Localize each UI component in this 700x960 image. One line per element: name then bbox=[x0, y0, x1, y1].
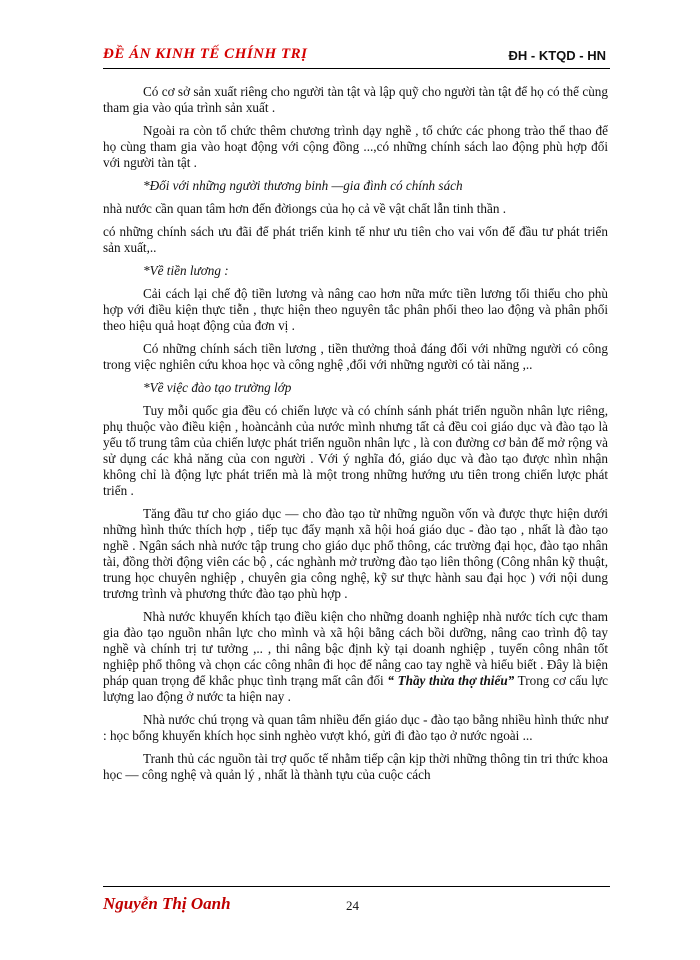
paragraph: Tuy mỗi quốc gia đều có chiến lược và có chính sánh phát triển nguồn nhân lực riêng, phụ thuộc vào điều kiện , hoàncảnh của nước mình nhưng tất cả đều coi giáo dục và đào tạo là yếu tố trung tâm của chiến lược phát triển nguồn nhân lực , là con đường cơ bản để mở rộng và sử dụng các khả năng của con người . Với ý nghĩa đó, giáo dục và đào tạo được nhìn nhận không chỉ là động lực phát triển mà là một trong những hướng ưu tiên trong chiến lược phát triển . bbox=[103, 403, 608, 498]
section-heading: *Đối với những người thương binh —gia đình có chính sách bbox=[143, 178, 463, 193]
section-heading: *Về việc đào tạo trường lớp bbox=[143, 380, 292, 395]
paragraph: Có cơ sở sản xuất riêng cho người tàn tật và lập quỹ cho người tàn tật để họ có thể cùng tham gia vào qúa trình sản xuất . bbox=[103, 84, 608, 115]
section-heading: *Về tiền lương : bbox=[143, 263, 229, 278]
page-body bbox=[103, 84, 608, 790]
paragraph: Cải cách lại chế độ tiền lương và nâng cao hơn nữa mức tiền lương tối thiểu cho phù hợp với điều kiện thực tiễn , thực hiện theo nguyên tắc phân phối theo lao động và phân phối theo hiệu quả hoạt động của đơn vị . bbox=[103, 286, 608, 333]
author-name: Nguyễn Thị Oanh bbox=[103, 894, 231, 913]
report-title: ĐỀ ÁN KINH TẾ CHÍNH TRỊ bbox=[103, 46, 308, 62]
paragraph-text: Nhà nước khuyến khích tạo điều kiện cho những doanh nghiệp nhà nước tích cực tham gia đào tạo nguồn nhân lực cho mình và xã hội bằng cách bồi dưỡng, nâng cao trình độ tay nghề và chính trị tư tưởng ,.. , thi nâng bậc định kỳ tại doanh nghiệp , tuyển công nhân tốt nghiệp phổ thông và chọn các công nhân đi học để nâng cao tay nghề và hiểu biết . Đây là biện pháp quan trọng để khắc phục tình trạng mất cân đối bbox=[103, 609, 608, 688]
paragraph: Ngoài ra còn tổ chức thêm chương trình dạy nghề , tổ chức các phong trào thể thao để họ cùng tham gia vào hoạt động với cộng đồng ...,có những chính sách lao động phù hợp đối với người tàn tật . bbox=[103, 123, 608, 170]
paragraph: Tăng đầu tư cho giáo dục — cho đào tạo từ những nguồn vốn và được thực hiện dưới những hình thức thích hợp , tiếp tục đẩy mạnh xã hội hoá giáo dục - đào tạo , nhất là đào tạo nghề . Ngân sách nhà nước tập trung cho giáo dục phổ thông, các trường đại học, đào tạo nhân tài, đồng thời động viên các bộ , các nghành mở trường đào tạo liên thông (Công nhân kỹ thuật, trung học chuyên nghiệp , chuyên gia công nghệ, kỹ sư thực hành sau đại học ) với nội dung trương trình và phương thức đào tạo phù hợp . bbox=[103, 506, 608, 601]
page-header bbox=[103, 44, 608, 68]
paragraph-text: Trong cơ cấu lực lượng lao động ở nước ta hiện nay . bbox=[103, 673, 609, 704]
paragraph: Có những chính sách tiền lương , tiền thưởng thoả đáng đối với những người có công trong việc nghiên cứu khoa học và công nghệ ,đối với những người có tài năng ,.. bbox=[103, 341, 608, 372]
paragraph: Nhà nước chú trọng và quan tâm nhiều đến giáo dục - đào tạo bằng nhiều hình thức như : học bổng khuyến khích học sinh nghèo vượt khó, gửi đi đào tạo ở nước ngoài ... bbox=[103, 712, 608, 743]
paragraph: nhà nước cần quan tâm hơn đến đờiongs của họ cả về vật chất lẫn tinh thần . bbox=[103, 201, 507, 216]
footer-divider bbox=[103, 886, 610, 887]
quote-emphasis: “ Thầy thừa thợ thiếu” bbox=[387, 673, 515, 688]
header-divider bbox=[103, 68, 610, 69]
paragraph: Tranh thủ các nguồn tài trợ quốc tế nhằm tiếp cận kịp thời những thông tin tri thức khoa học — công nghệ và quản lý , nhất là thành tựu của cuộc cách bbox=[103, 751, 608, 782]
paragraph bbox=[103, 609, 608, 705]
school-code: ĐH - KTQD - HN bbox=[508, 48, 606, 63]
paragraph: có những chính sách ưu đãi để phát triển kinh tế như ưu tiên cho vai vốn để đầu tư phát triển sản xuất,.. bbox=[103, 224, 608, 255]
page-number: 24 bbox=[346, 898, 359, 913]
